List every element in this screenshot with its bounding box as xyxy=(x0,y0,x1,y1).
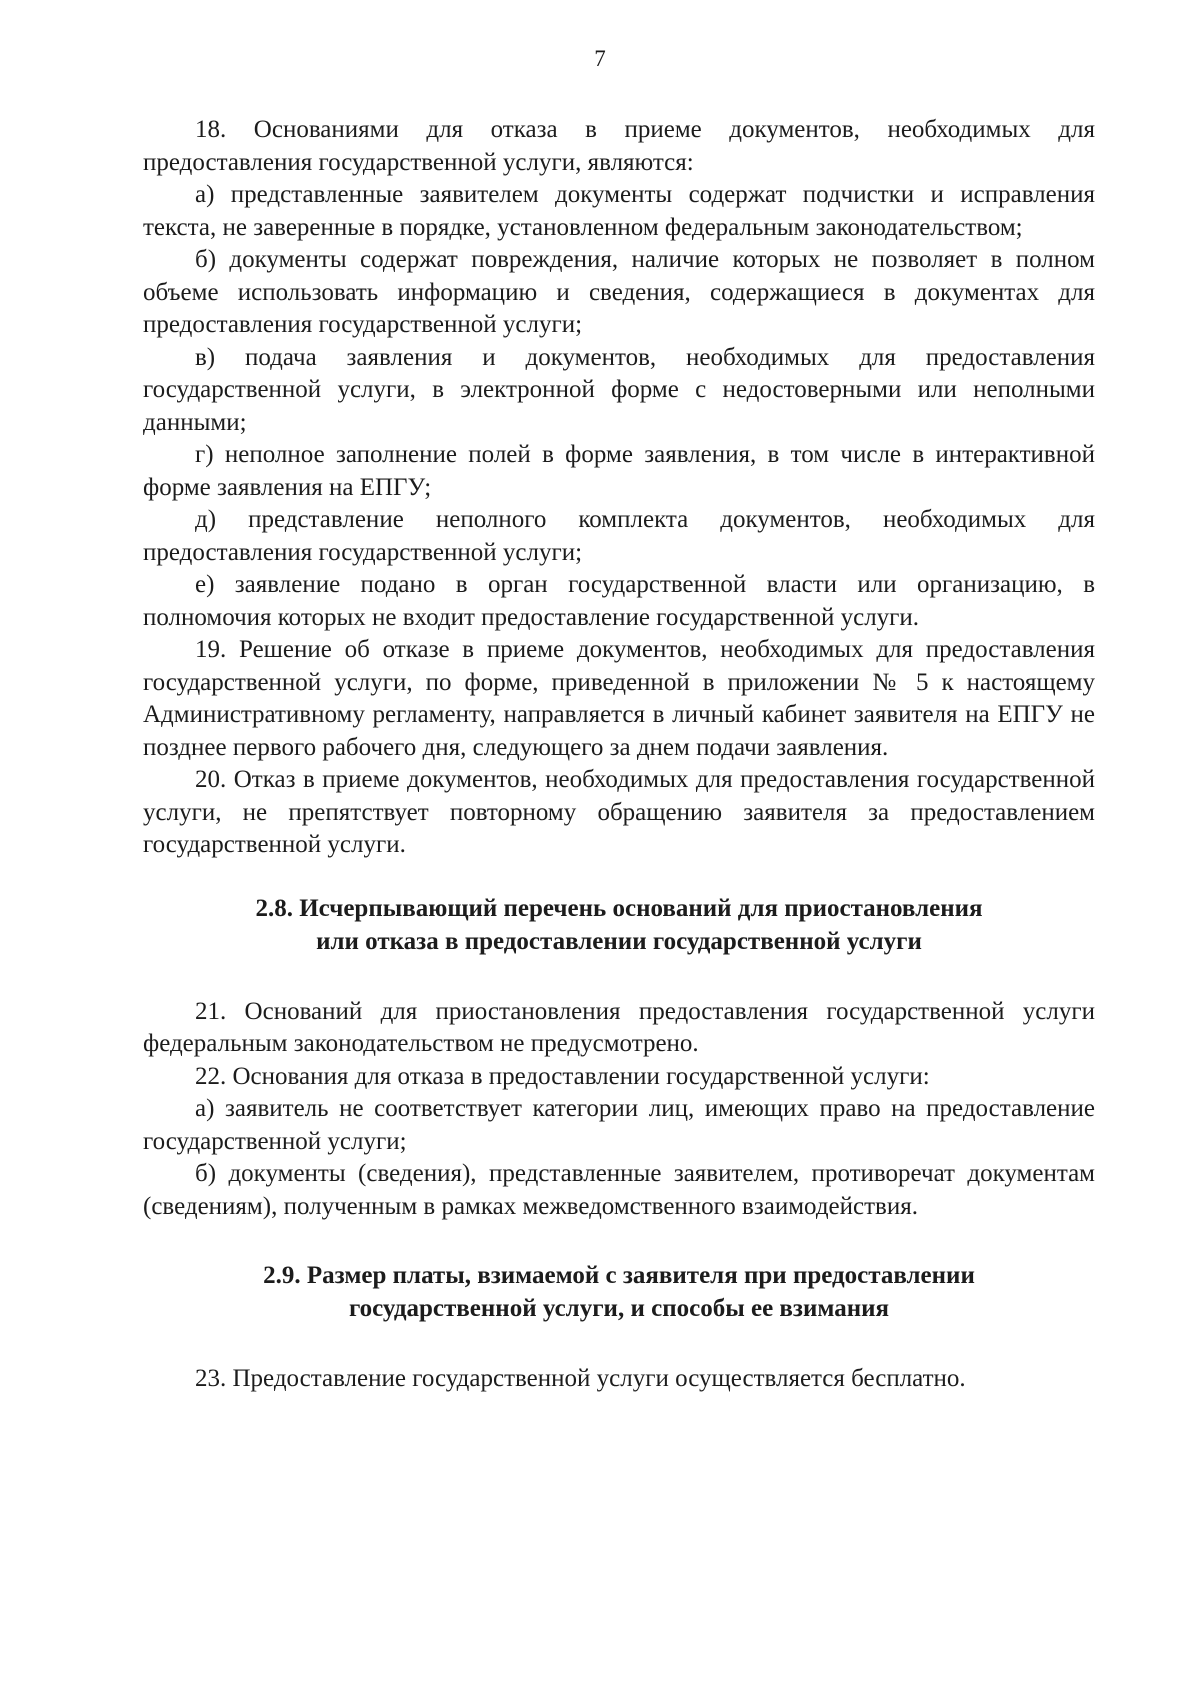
paragraph-21: 21. Оснований для приостановления предоставления государственной услуги федеральным законодательством не предусмотрено. xyxy=(143,997,1095,1057)
section-heading-2-8 xyxy=(143,892,1095,958)
list-item-g: г) неполное заполнение полей в форме заявления, в том числе в интерактивной форме заявления на ЕПГУ; xyxy=(143,441,1095,501)
page-number: 7 xyxy=(594,46,606,71)
section-heading-line: 2.8. Исчерпывающий перечень оснований для приостановления xyxy=(255,894,983,922)
document-body xyxy=(143,114,1095,1396)
list-item-a: а) представленные заявителем документы содержат подчистки и исправления текста, не заверенные в порядке, установленном федеральным законодательством; xyxy=(143,181,1095,241)
section-heading-line: государственной услуги, и способы ее взимания xyxy=(348,1295,890,1322)
section-heading-2-9 xyxy=(143,1259,1095,1325)
section-heading-line: 2.9. Размер платы, взимаемой с заявителя при предоставлении xyxy=(263,1262,975,1289)
list-item-v: в) подача заявления и документов, необходимых для предоставления государственной услуги, в электронной форме с недостоверными или неполными данными; xyxy=(143,343,1095,436)
section-heading-line: или отказа в предоставлении государственной услуги xyxy=(316,927,922,955)
paragraph-19: 19. Решение об отказе в приеме документов, необходимых для предоставления государственной услуги, по форме, приведенной в приложении № 5 к настоящему Административному регламенту, направляется в личный кабинет заявителя на ЕПГУ не позднее первого рабочего дня, следующего за днем подачи заявления. xyxy=(143,636,1095,761)
paragraph-18: 18. Основаниями для отказа в приеме документов, необходимых для предоставления государственной услуги, являются: xyxy=(143,116,1095,176)
list-item-e: е) заявление подано в орган государственной власти или организацию, в полномочия которых не входит предоставление государственной услуги. xyxy=(143,571,1095,631)
paragraph-22: 22. Основания для отказа в предоставлении государственной услуги: xyxy=(195,1062,930,1090)
list-item-b: б) документы (сведения), представленные заявителем, противоречат документам (сведениям), полученным в рамках межведомственного взаимодействия. xyxy=(143,1160,1095,1220)
list-item-a: а) заявитель не соответствует категории лиц, имеющих право на предоставление государственной услуги; xyxy=(143,1095,1095,1155)
paragraph-20: 20. Отказ в приеме документов, необходимых для предоставления государственной услуги, не препятствует повторному обращению заявителя за предоставлением государственной услуги. xyxy=(143,766,1095,858)
paragraph-23: 23. Предоставление государственной услуги осуществляется бесплатно. xyxy=(195,1365,966,1392)
list-item-d: д) представление неполного комплекта документов, необходимых для предоставления государственной услуги; xyxy=(143,506,1095,566)
list-item-b: б) документы содержат повреждения, наличие которых не позволяет в полном объеме использовать информацию и сведения, содержащиеся в документах для предоставления государственной услуги; xyxy=(143,246,1095,338)
